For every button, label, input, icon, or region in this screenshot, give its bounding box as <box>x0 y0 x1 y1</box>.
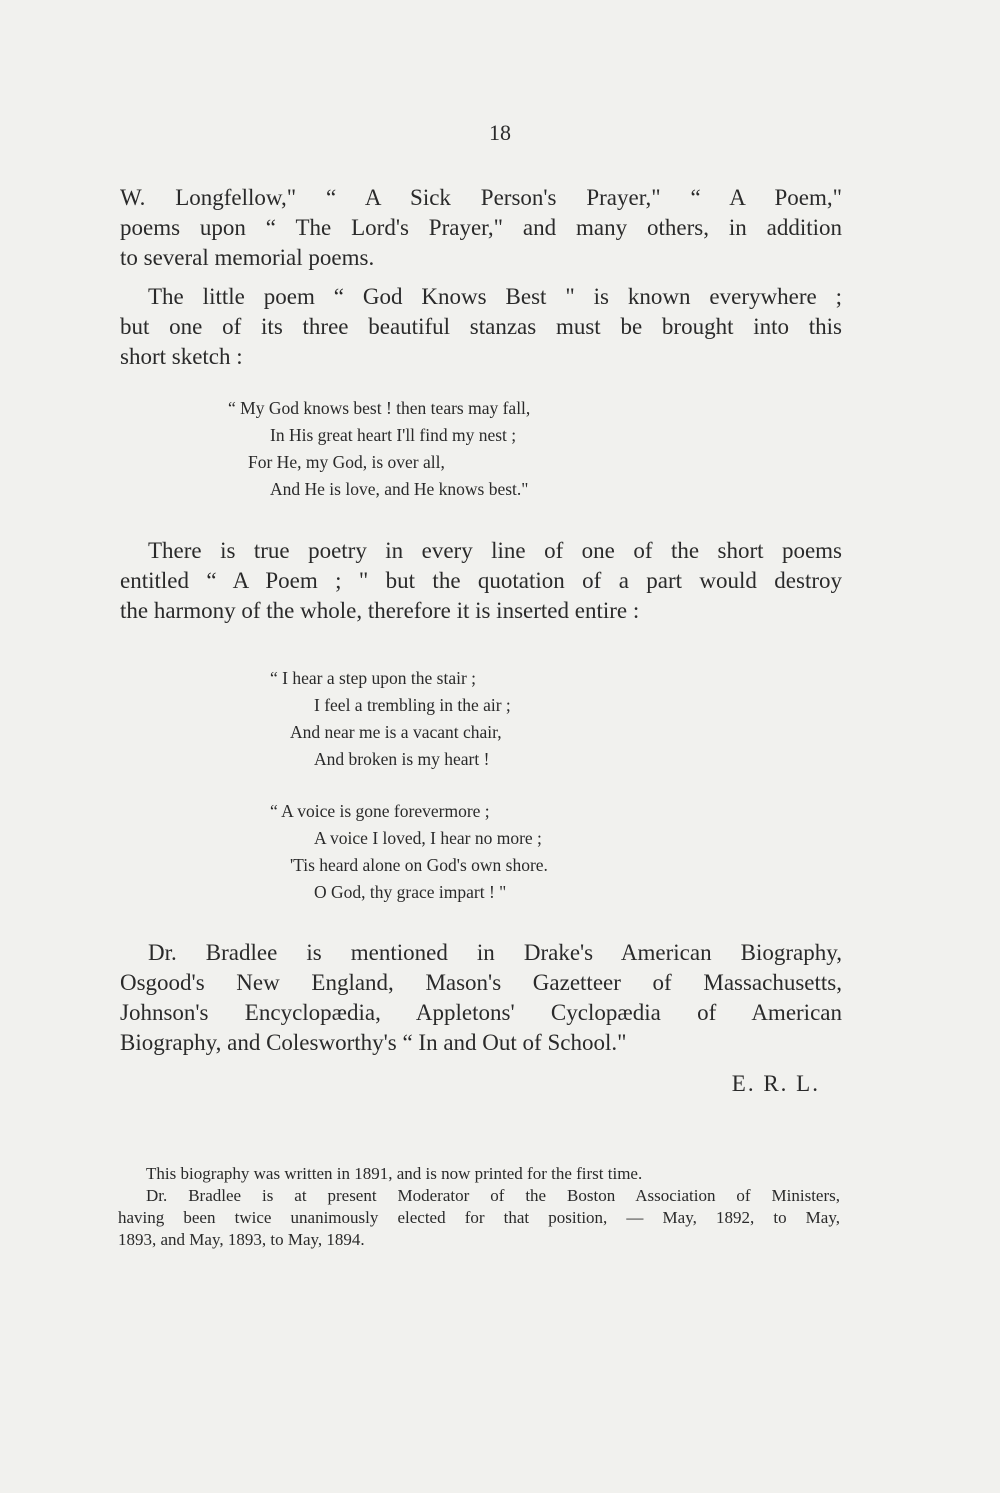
paragraph-4 <box>120 938 842 1058</box>
verse-line: For He, my God, is over all, <box>248 452 445 472</box>
paragraph-4-line: Dr. Bradlee is mentioned in Drake's American Biography, <box>148 940 842 965</box>
verse-stanza-3 <box>270 798 548 906</box>
paragraph-4-line: Biography, and Colesworthy's “ In and Out of School." <box>120 1030 627 1055</box>
paragraph-2-line: short sketch : <box>120 344 243 369</box>
verse-stanza-1 <box>228 395 530 503</box>
verse-line: “ My God knows best ! then tears may fall, <box>228 398 531 418</box>
verse-line: “ A voice is gone forevermore ; <box>270 801 490 821</box>
verse-line: In His great heart I'll find my nest ; <box>270 425 517 445</box>
verse-line: “ I hear a step upon the stair ; <box>270 668 477 688</box>
footnote-1: This biography was written in 1891, and is now printed for the first time. <box>146 1164 643 1183</box>
signature-initials: E. R. L. <box>731 1071 820 1096</box>
paragraph-2-line: The little poem “ God Knows Best " is known everywhere ; <box>148 284 842 309</box>
verse-line: And broken is my heart ! <box>314 749 490 769</box>
paragraph-3-line: There is true poetry in every line of one of the short poems <box>148 538 842 563</box>
paragraph-1-line: to several memorial poems. <box>120 245 375 270</box>
paragraph-3-line: entitled “ A Poem ; " but the quotation of a part would destroy <box>120 568 842 593</box>
verse-line: I feel a trembling in the air ; <box>314 695 511 715</box>
paragraph-4-line: Johnson's Encyclopædia, Appletons' Cyclopædia of American <box>120 1000 842 1025</box>
paragraph-3 <box>120 536 842 626</box>
paragraph-4-line: Osgood's New England, Mason's Gazetteer of Massachusetts, <box>120 970 842 995</box>
verse-line: A voice I loved, I hear no more ; <box>314 828 542 848</box>
verse-stanza-2 <box>270 665 511 773</box>
footnote-2-line: having been twice unanimously elected for that position, — May, 1892, to May, <box>118 1208 840 1227</box>
verse-line: And near me is a vacant chair, <box>290 722 502 742</box>
footnote-2-line: 1893, and May, 1893, to May, 1894. <box>118 1230 365 1249</box>
verse-line: 'Tis heard alone on God's own shore. <box>290 855 548 875</box>
footnote-2-line: Dr. Bradlee is at present Moderator of the Boston Association of Ministers, <box>146 1186 840 1205</box>
paragraph-1-line: W. Longfellow," “ A Sick Person's Prayer," “ A Poem," <box>120 185 842 210</box>
verse-line: O God, thy grace impart ! " <box>314 882 507 902</box>
paragraph-1 <box>120 183 842 273</box>
paragraph-2 <box>120 282 842 372</box>
verse-line: And He is love, and He knows best." <box>270 479 529 499</box>
paragraph-1-line: poems upon “ The Lord's Prayer," and many others, in addition <box>120 215 842 240</box>
paragraph-3-line: the harmony of the whole, therefore it is inserted entire : <box>120 598 640 623</box>
footnotes <box>118 1163 840 1251</box>
page-number: 18 <box>489 120 511 145</box>
paragraph-2-line: but one of its three beautiful stanzas must be brought into this <box>120 314 842 339</box>
